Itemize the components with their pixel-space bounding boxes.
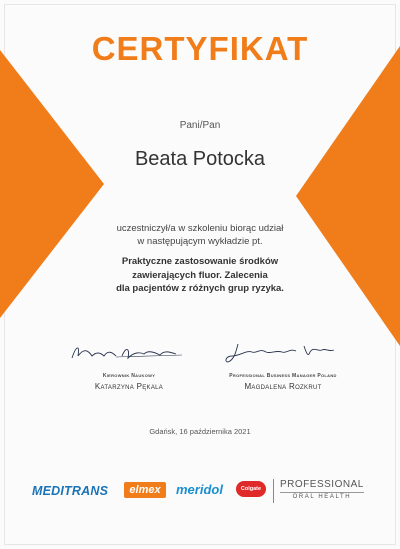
participation-line-2: w następującym wykładzie pt. xyxy=(137,236,263,247)
course-line-1: Praktyczne zastosowanie środków xyxy=(121,256,279,267)
course-line-2: zawierających fluor. Zalecenia xyxy=(132,269,268,281)
professional-label: PROFESSIONAL xyxy=(280,479,364,490)
salutation: Pani/Pan xyxy=(179,120,221,131)
signature-name: Katarzyna Pękala xyxy=(94,382,164,391)
meridol-logo: meridol xyxy=(176,482,223,497)
signature-role: Kierownik Naukowy xyxy=(102,373,156,379)
course-title xyxy=(0,255,400,296)
sponsor-logos xyxy=(30,479,375,505)
certificate-title: CERTYFIKAT xyxy=(91,30,309,67)
signature-block-scientific-lead xyxy=(64,338,194,391)
participation-text xyxy=(0,222,400,248)
issue-date: Gdańsk, 16 października 2021 xyxy=(149,427,251,436)
participation-line-1: uczestniczył/a w szkoleniu biorąc udział xyxy=(116,223,284,234)
elmex-logo: elmex xyxy=(124,482,166,498)
signature-name: Magdalena Rozkrut xyxy=(244,382,322,391)
professional-oral-health-logo xyxy=(280,479,364,500)
signature-block-business-manager xyxy=(198,338,368,391)
signature-icon xyxy=(198,338,368,366)
signature-icon xyxy=(64,338,194,366)
colgate-logo: Colgate xyxy=(236,481,266,497)
logo-divider xyxy=(273,479,274,503)
course-line-3: dla pacjentów z różnych grup ryzyka. xyxy=(116,283,284,294)
signature-role: Professional Business Manager Poland xyxy=(229,373,337,379)
oral-health-label: ORAL HEALTH xyxy=(280,492,364,500)
meditrans-logo: MEDITRANS xyxy=(32,484,109,498)
recipient-name: Beata Potocka xyxy=(134,148,266,170)
